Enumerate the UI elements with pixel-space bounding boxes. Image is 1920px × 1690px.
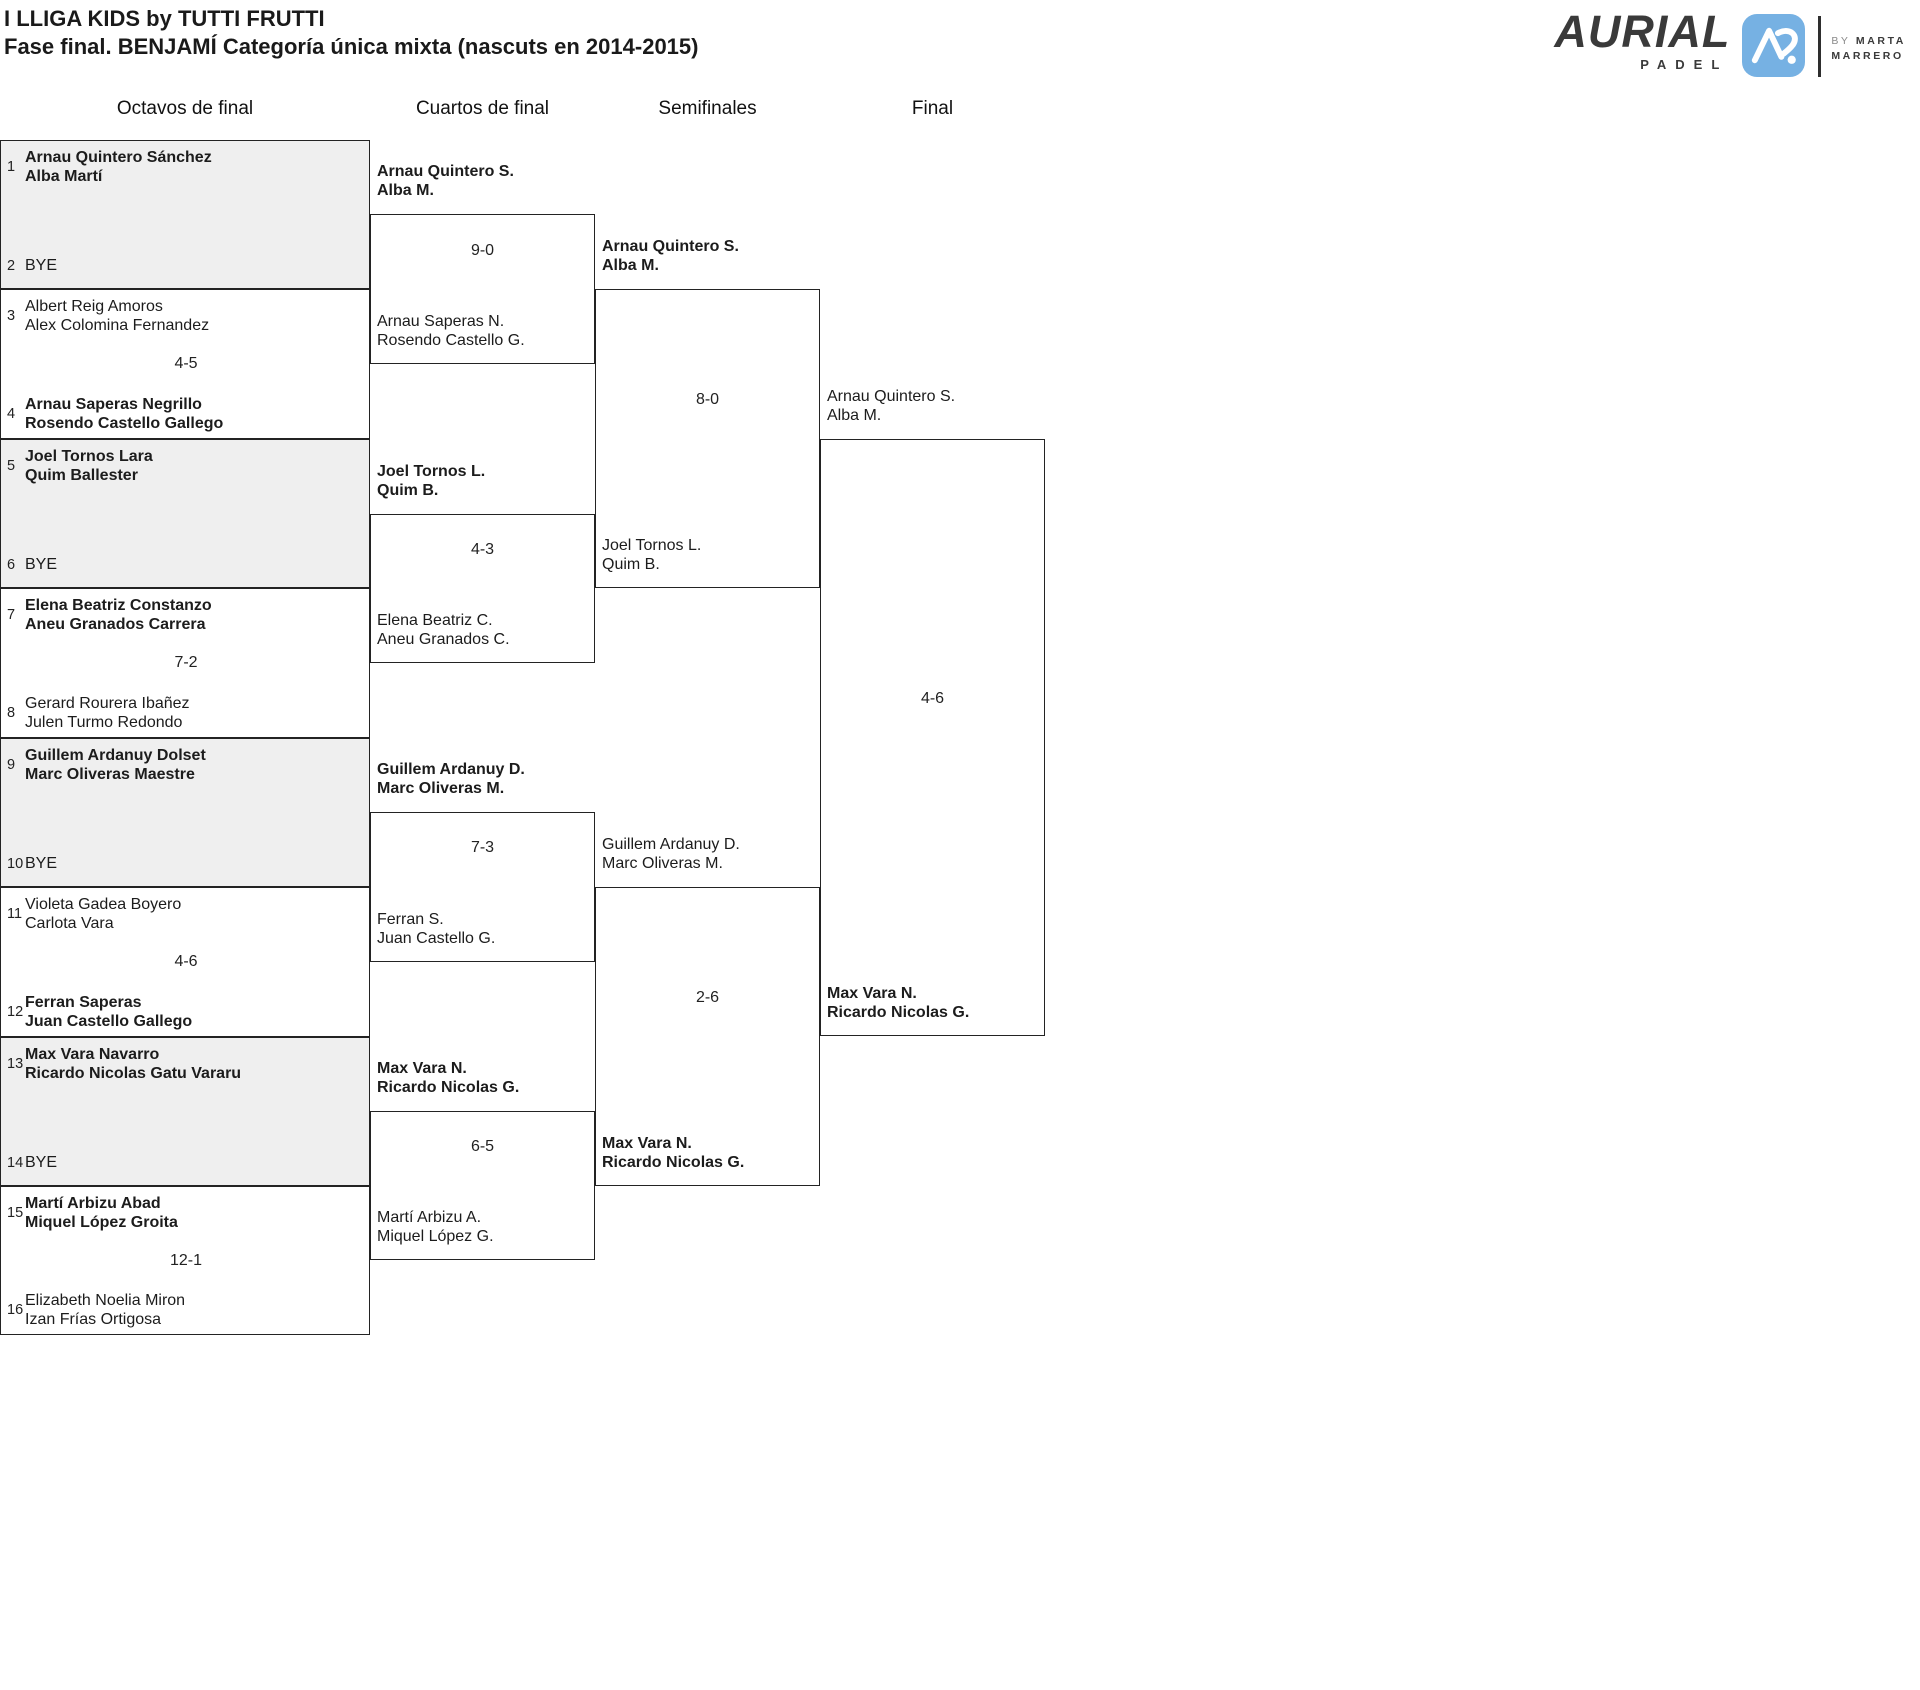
team-names: BYE	[25, 257, 58, 274]
seed-number: 4	[7, 406, 16, 422]
team-entry	[1, 1194, 365, 1232]
qf-team: Arnau Saperas N. Rosendo Castello G.	[377, 313, 525, 349]
team-names: Max Vara Navarro Ricardo Nicolas Gatu Vararu	[25, 1046, 242, 1082]
logo-divider	[1818, 16, 1821, 77]
match-score: 4-6	[174, 953, 198, 970]
seed-number: 2	[7, 257, 16, 274]
qf-score: 7-3	[470, 839, 495, 856]
qf-score: 4-3	[470, 541, 495, 558]
qf-team: Elena Beatriz C. Aneu Granados C.	[377, 612, 510, 648]
r16-match-8	[0, 1186, 370, 1335]
team-entry	[1, 395, 365, 433]
tournament-name: I LLIGA KIDS by TUTTI FRUTTI	[4, 6, 325, 31]
team-names: Martí Arbizu Abad Miquel López Groita	[25, 1195, 178, 1231]
qf-score: 9-0	[470, 242, 495, 259]
seed-number: 3	[7, 308, 16, 324]
r16-match-3	[0, 439, 370, 588]
brand-sub: PADEL	[1640, 57, 1729, 72]
final-team: Max Vara N. Ricardo Nicolas G.	[827, 985, 970, 1021]
qf-score: 6-5	[470, 1138, 495, 1155]
sf-score: 2-6	[695, 989, 720, 1006]
team-names: Ferran Saperas Juan Castello Gallego	[25, 994, 193, 1030]
team-names: Arnau Quintero Sánchez Alba Martí	[25, 149, 212, 185]
final-match-box	[820, 439, 1045, 1036]
team-entry	[1, 256, 365, 275]
qf-team: Joel Tornos L. Quim B.	[377, 463, 486, 499]
round-header-cuartos: Cuartos de final	[415, 98, 550, 119]
team-entry	[1, 447, 365, 485]
match-score: 4-5	[174, 355, 198, 372]
qf-team: Ferran S. Juan Castello G.	[377, 911, 496, 947]
r16-match-2	[0, 289, 370, 439]
seed-number: 6	[7, 556, 16, 573]
qf-team: Guillem Ardanuy D. Marc Oliveras M.	[377, 761, 525, 797]
team-entry	[1, 555, 365, 574]
byline-name2: MARRERO	[1831, 50, 1904, 63]
team-entry	[1, 297, 365, 335]
seed-number: 8	[7, 705, 16, 721]
team-names: Elena Beatriz Constanzo Aneu Granados Carrera	[25, 597, 212, 633]
round-header-semifinales: Semifinales	[658, 98, 757, 119]
team-entry	[1, 1045, 365, 1083]
seed-number: 11	[7, 906, 23, 922]
team-entry	[1, 993, 365, 1031]
sf-team: Joel Tornos L. Quim B.	[602, 537, 702, 573]
r16-match-7	[0, 1037, 370, 1186]
round-header-octavos: Octavos de final	[116, 98, 254, 119]
team-entry	[1, 1153, 365, 1172]
team-entry	[1, 148, 365, 186]
seed-number: 10	[7, 855, 24, 872]
final-score: 4-6	[920, 690, 945, 707]
round-header-final: Final	[911, 98, 954, 119]
final-team: Arnau Quintero S. Alba M.	[827, 388, 956, 424]
qf-team: Max Vara N. Ricardo Nicolas G.	[377, 1060, 520, 1096]
page-title	[4, 5, 698, 61]
r16-match-6	[0, 887, 370, 1037]
team-names: Elizabeth Noelia Miron Izan Frías Ortigosa	[25, 1292, 186, 1328]
match-score: 7-2	[174, 654, 198, 671]
byline-name1: MARTA	[1855, 35, 1906, 47]
team-names: BYE	[25, 556, 58, 573]
match-score: 12-1	[169, 1251, 203, 1269]
aurial-wordmark	[1554, 8, 1730, 72]
seed-number: 16	[7, 1302, 24, 1318]
sf-score: 8-0	[695, 391, 720, 408]
team-names: Gerard Rourera Ibañez Julen Turmo Redondo	[25, 695, 190, 731]
seed-number: 9	[7, 757, 16, 773]
team-names: BYE	[25, 1154, 58, 1171]
sf-team: Max Vara N. Ricardo Nicolas G.	[602, 1135, 745, 1171]
aurial-logo	[1554, 8, 1906, 77]
qf-team: Martí Arbizu A. Miquel López G.	[377, 1209, 494, 1245]
phase-category: Fase final. BENJAMÍ Categoría única mixta (nascuts en 2014-2015)	[4, 34, 699, 59]
r16-match-1	[0, 140, 370, 289]
byline	[1831, 34, 1906, 64]
r16-match-4	[0, 588, 370, 738]
seed-number: 14	[7, 1154, 24, 1171]
team-names: Arnau Saperas Negrillo Rosendo Castello Gallego	[25, 396, 224, 432]
sf-team: Guillem Ardanuy D. Marc Oliveras M.	[602, 836, 740, 872]
qf-team: Arnau Quintero S. Alba M.	[377, 163, 514, 199]
brand-name: AURIAL	[1554, 6, 1731, 57]
aurial-monogram-icon	[1742, 14, 1805, 77]
team-names: Violeta Gadea Boyero Carlota Vara	[25, 896, 182, 932]
seed-number: 12	[7, 1004, 24, 1020]
team-names: Joel Tornos Lara Quim Ballester	[25, 448, 153, 484]
seed-number: 5	[7, 458, 16, 474]
seed-number: 15	[7, 1205, 24, 1221]
team-entry	[1, 1291, 365, 1329]
team-entry	[1, 895, 365, 933]
team-names: Albert Reig Amoros Alex Colomina Fernandez	[25, 298, 210, 334]
team-entry	[1, 854, 365, 873]
team-names: BYE	[25, 855, 58, 872]
team-entry	[1, 694, 365, 732]
seed-number: 13	[7, 1056, 24, 1072]
byline-prefix: BY	[1831, 35, 1856, 47]
sf-team: Arnau Quintero S. Alba M.	[602, 238, 739, 274]
team-entry	[1, 746, 365, 784]
seed-number: 1	[7, 159, 16, 175]
seed-number: 7	[7, 607, 16, 623]
team-entry	[1, 596, 365, 634]
r16-match-5	[0, 738, 370, 887]
team-names: Guillem Ardanuy Dolset Marc Oliveras Maestre	[25, 747, 206, 783]
